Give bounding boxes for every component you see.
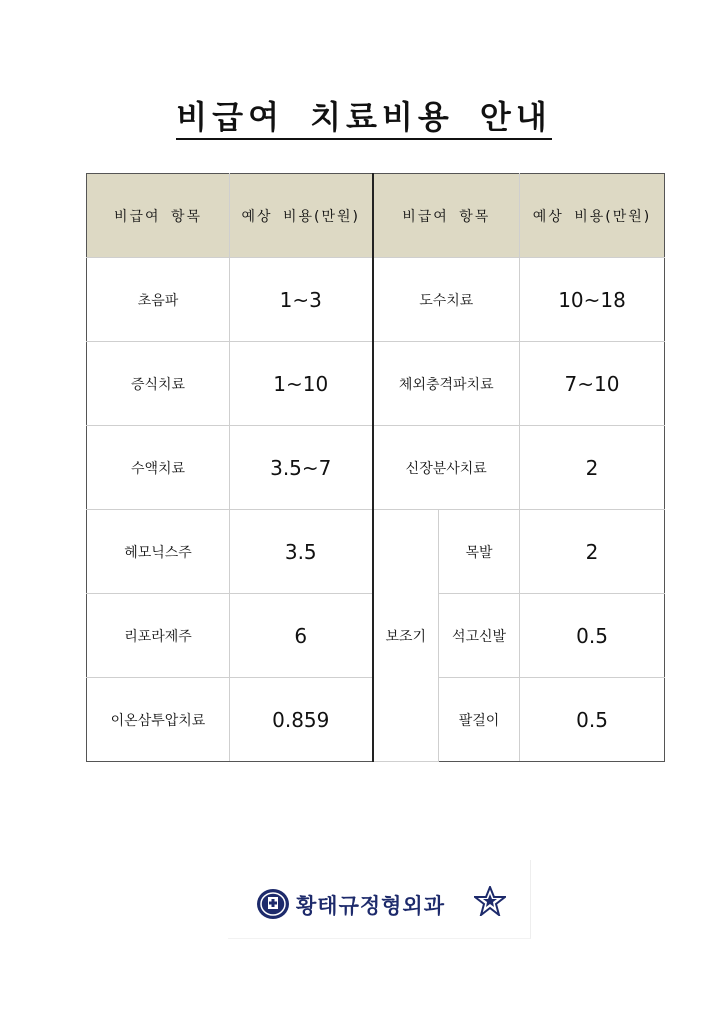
group-label-cell: 보조기: [373, 510, 439, 762]
right-item-name: 석고신발: [439, 594, 520, 678]
hospital-seal-icon: [256, 888, 290, 920]
left-item-name: 헤모닉스주: [87, 510, 230, 594]
left-item-name: 증식치료: [87, 342, 230, 426]
header-cost-left: 예상 비용(만원): [230, 174, 373, 258]
right-item-cost: 0.5: [520, 594, 665, 678]
table-row: [87, 426, 665, 510]
right-item-name: 팔걸이: [439, 678, 520, 762]
right-item-cost: 10~18: [520, 258, 665, 342]
right-item-cost: 2: [520, 510, 665, 594]
left-item-cost: 0.859: [230, 678, 373, 762]
header-item-right: 비급여 항목: [373, 174, 520, 258]
clinic-logo: [228, 860, 531, 939]
left-item-name: 리포라제주: [87, 594, 230, 678]
right-item-name: 도수치료: [373, 258, 520, 342]
left-item-cost: 6: [230, 594, 373, 678]
page-title-text: 비급여 치료비용 안내: [176, 98, 552, 140]
left-item-cost: 3.5: [230, 510, 373, 594]
right-item-cost: 0.5: [520, 678, 665, 762]
table-header-row: [87, 174, 665, 258]
table-row: [87, 510, 665, 594]
left-item-cost: 1~10: [230, 342, 373, 426]
right-item-cost: 7~10: [520, 342, 665, 426]
header-item-left: 비급여 항목: [87, 174, 230, 258]
left-item-cost: 1~3: [230, 258, 373, 342]
left-item-cost: 3.5~7: [230, 426, 373, 510]
star-emblem-icon: [474, 886, 506, 916]
left-item-name: 이온삼투압치료: [87, 678, 230, 762]
table-row: [87, 258, 665, 342]
page-title: [0, 92, 728, 138]
right-item-cost: 2: [520, 426, 665, 510]
clinic-name: 황태규정형외과: [296, 894, 446, 918]
table-row: [87, 342, 665, 426]
left-item-name: 초음파: [87, 258, 230, 342]
left-item-name: 수액치료: [87, 426, 230, 510]
cost-table: [86, 173, 665, 762]
header-cost-right: 예상 비용(만원): [520, 174, 665, 258]
right-item-name: 신장분사치료: [373, 426, 520, 510]
right-item-name: 목발: [439, 510, 520, 594]
right-item-name: 체외충격파치료: [373, 342, 520, 426]
